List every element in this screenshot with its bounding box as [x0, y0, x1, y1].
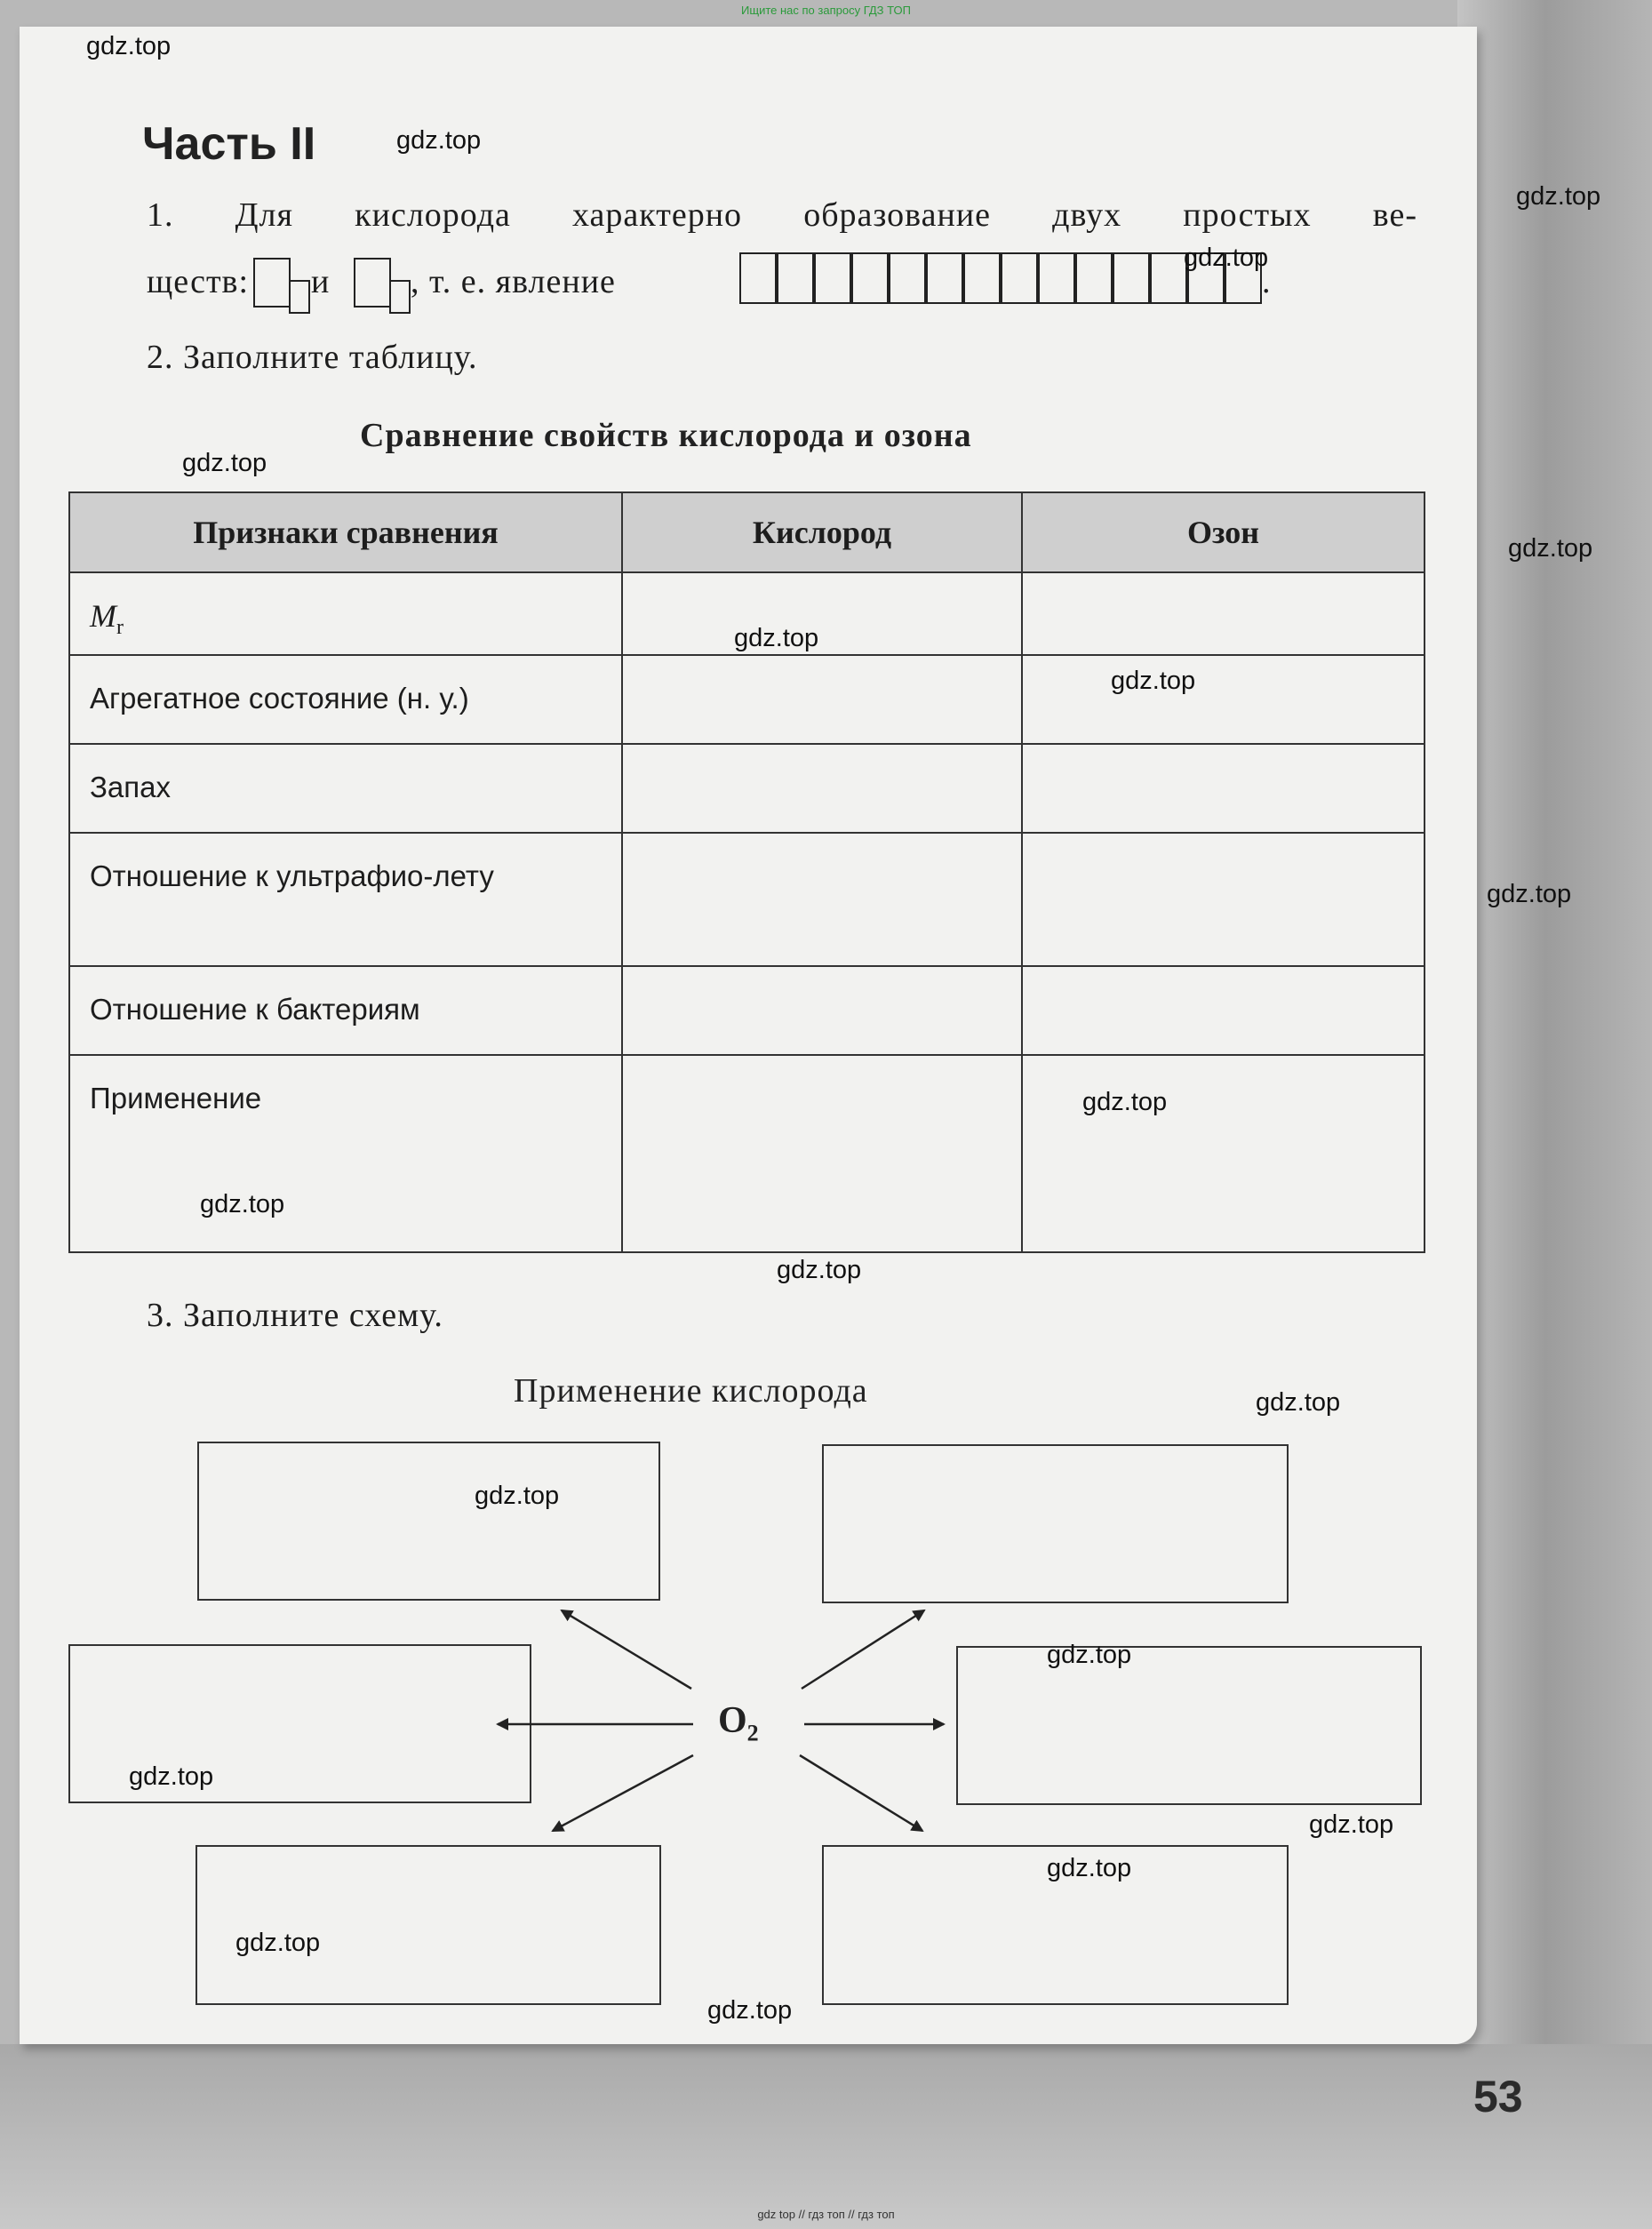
header-oxygen: Кислород [622, 492, 1022, 572]
task1-word: Для [235, 196, 294, 234]
top-banner: Ищите нас по запросу ГДЗ ТОП [741, 4, 911, 17]
watermark-text: gdz.top [86, 32, 172, 60]
header-ozone: Озон [1022, 492, 1425, 572]
watermark-text: gdz.top [1047, 1854, 1132, 1882]
task1-word: простых [1183, 196, 1312, 234]
watermark-text: gdz.top [182, 449, 267, 477]
page-number: 53 [1473, 2072, 1523, 2121]
table-title: Сравнение свойств кислорода и озона [360, 417, 972, 454]
watermark-text: gdz.top [1184, 244, 1269, 272]
watermark-text: gdz.top [1082, 1088, 1168, 1116]
row-label-state: Агрегатное состояние (н. у.) [69, 655, 622, 744]
arrow-top-left [562, 1610, 691, 1689]
task1-line2-start: ществ: [147, 263, 250, 300]
arrow-bottom-left [553, 1755, 693, 1831]
task1-word: кислорода [355, 196, 511, 234]
watermark-text: gdz.top [1047, 1641, 1132, 1669]
watermark-text: gdz.top [1111, 667, 1196, 695]
task3-heading: 3. Заполните схему. [147, 1297, 443, 1334]
row-label-smell: Запах [69, 744, 622, 833]
task1-word: двух [1052, 196, 1122, 234]
row-label-uv: Отношение к ультрафио-лету [69, 833, 622, 966]
task1-word: 1. [147, 196, 174, 234]
watermark-text: gdz.top [475, 1482, 560, 1510]
part-title: Часть II [142, 118, 316, 170]
oxygen-symbol: $O_2$ [718, 1700, 759, 1746]
watermark-text: gdz.top [1508, 534, 1593, 563]
watermark-text: gdz.top [777, 1256, 862, 1284]
watermark-text: gdz.top [707, 1996, 793, 2025]
task1-and: и [311, 263, 331, 300]
arrow-top-right [802, 1610, 924, 1689]
watermark-text: gdz.top [396, 126, 482, 155]
bottom-banner: gdz top // гдз топ // гдз топ [757, 2208, 895, 2221]
watermark-text: gdz.top [129, 1762, 214, 1791]
task1-line2-end: . [1262, 263, 1272, 300]
task1-word: характерно [572, 196, 743, 234]
task2-heading: 2. Заполните таблицу. [147, 339, 478, 376]
mr-symbol: $M_r$ [90, 598, 124, 640]
row-label-bacteria: Отношение к бактериям [69, 966, 622, 1055]
task1-line2-mid: , т. е. явление [411, 263, 616, 300]
watermark-text: gdz.top [1487, 880, 1572, 908]
task1-word: ве- [1372, 196, 1417, 234]
scheme-title: Применение кислорода [514, 1372, 868, 1410]
watermark-text: gdz.top [200, 1190, 285, 1218]
arrow-bottom-right [800, 1755, 922, 1831]
watermark-text: gdz.top [1256, 1388, 1341, 1417]
watermark-text: gdz.top [734, 624, 819, 652]
header-criteria: Признаки сравнения [69, 492, 622, 572]
watermark-text: gdz.top [235, 1929, 321, 1957]
row-label-usage: Применение [69, 1055, 622, 1252]
task1-word: образование [803, 196, 992, 234]
watermark-text: gdz.top [1516, 182, 1601, 211]
watermark-text: gdz.top [1309, 1810, 1394, 1839]
